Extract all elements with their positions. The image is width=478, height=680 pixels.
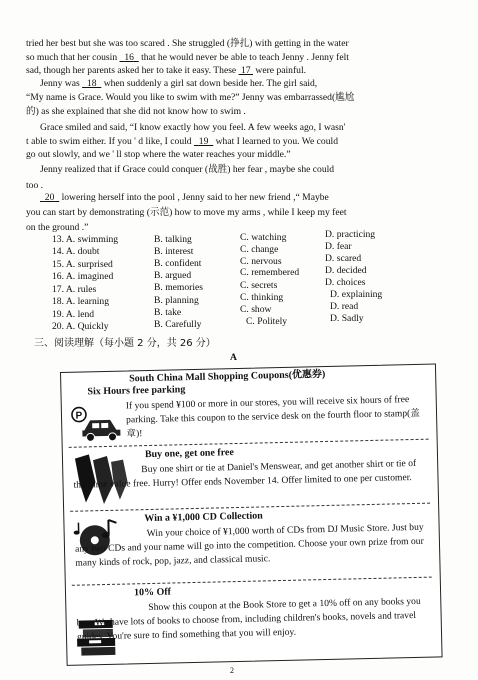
option-20-b: B. Carefully — [154, 319, 202, 330]
passage-line: sad, though her parents asked her to take it easy. These 17 were painful. — [26, 65, 307, 76]
blank-17: 17 — [241, 65, 251, 76]
option-16-d: D. decided — [325, 265, 367, 276]
coupon-sheet — [60, 363, 443, 665]
car-parking-icon — [70, 404, 127, 443]
coupon-body: Buy one shirt or tie at Daniel's Menswear, and get another shirt or tie of the same value free. Hurry! Offer ends November 14. Offer limited to one per customer. — [73, 457, 417, 491]
coupon-body: If you spend ¥100 or more in our stores, you will receive six hours of free parking. Take this coupon to the service desk on the fourth floor to stamp(盖章)! — [125, 394, 420, 440]
coupon-books — [72, 579, 434, 663]
svg-text:P: P — [75, 410, 83, 422]
section-heading: 三、阅读理解（每小题 2 分，共 26 分） — [34, 338, 216, 349]
option-20-a: 20. A. Quickly — [52, 321, 109, 332]
passage-line: too . — [26, 180, 44, 191]
option-17-c: C. secrets — [240, 280, 278, 291]
option-17-b: B. memories — [154, 282, 204, 293]
coupon-heading: 10% Off — [133, 586, 172, 599]
blank-18: 18 — [86, 78, 97, 89]
option-18-b: B. planning — [154, 295, 199, 306]
passage-line: 的) as she explained that she did not know how to swim . — [26, 106, 246, 117]
passage-line: on the ground .” — [26, 222, 89, 233]
option-18-a: 18. A. learning — [52, 296, 110, 307]
blank-20: 20 — [44, 192, 55, 203]
coupon-menswear — [69, 441, 430, 512]
option-19-a: 19. A. lend — [52, 309, 95, 320]
coupon-cd — [70, 505, 432, 586]
option-15-a: 15. A. surprised — [52, 259, 113, 270]
option-16-c: C. remembered — [240, 267, 300, 278]
option-13-c: C. watching — [240, 232, 287, 243]
option-14-b: B. interest — [154, 246, 194, 257]
coupon-parking — [67, 377, 428, 448]
coupon-heading: Buy one, get one free — [144, 447, 234, 461]
option-16-a: 16. A. imagined — [52, 271, 114, 282]
option-13-b: B. talking — [154, 234, 192, 245]
option-13-a: 13. A. swimming — [52, 234, 119, 245]
reading-label: A — [230, 352, 237, 363]
option-19-d: D. read — [330, 301, 359, 312]
blank-19: 19 — [198, 136, 209, 147]
passage-line: go out slowly, and we ' ll stop where the water reaches your middle.” — [26, 149, 291, 160]
blank-16: 16 — [124, 52, 134, 63]
option-20-c: C. Politely — [246, 316, 288, 327]
option-18-d: D. explaining — [330, 289, 383, 300]
option-17-a: 17. A. rules — [52, 284, 97, 295]
coupon-body: Win your choice of ¥1,000 worth of CDs from DJ Music Store. Just buy any two CDs and your name will go into the competition. Choose your own prize from our many kinds of rock, pop, jazz, and classical music. — [74, 521, 424, 569]
option-19-b: B. take — [154, 307, 182, 318]
passage-line: Jenny realized that if Grace could conquer (战胜) her fear , maybe she could — [40, 164, 335, 175]
passage-line: Jenny was 18 when suddenly a girl sat down beside her. The girl said, — [40, 78, 318, 89]
option-17-d: D. choices — [325, 277, 366, 288]
coupon-body: Show this coupon at the Book Store to get a 10% off on any books you buy. We have lots of books to choose from, including children's books, novels and travel guides. You're sure to find something that you will enjoy. — [76, 595, 421, 643]
coupon-heading: Six Hours free parking — [87, 384, 186, 398]
passage-line: so much that her cousin 16 that he would never be able to teach Jenny . Jenny felt — [26, 52, 349, 63]
passage-line: tried her best but she was too scared . She struggled (挣扎) with getting in the water — [26, 38, 349, 49]
option-15-c: C. nervous — [240, 256, 282, 267]
option-18-c: C. thinking — [240, 292, 284, 303]
passage-line: “My name is Grace. Would you like to swim with me?” Jenny was embarrassed(尴尬 — [26, 92, 355, 103]
passage-line: you can start by demonstrating (示范) how to move my arms , while I keep my feet — [26, 207, 347, 218]
option-19-c: C. show — [240, 304, 272, 315]
coupon-heading: Win a ¥1,000 CD Collection — [144, 510, 263, 525]
option-14-a: 14. A. doubt — [52, 246, 100, 257]
option-15-b: B. confident — [154, 258, 202, 269]
option-14-c: C. change — [240, 244, 279, 255]
option-16-b: B. argued — [154, 270, 192, 281]
passage-line: t able to swim either. If you ' d like, I could 19 what I learned to you. We could — [26, 136, 338, 147]
passage-line: Grace smiled and said, “I know exactly how you feel. A few weeks ago, I wasn' — [40, 122, 346, 133]
page-number: 2 — [230, 666, 234, 675]
option-20-d: D. Sadly — [330, 313, 364, 324]
option-14-d: D. fear — [325, 241, 352, 252]
passage-line: 20 lowering herself into the pool , Jenny said to her new friend ,“ Maybe — [40, 192, 329, 204]
option-13-d: D. practicing — [325, 229, 376, 240]
coupon-title: South China Mall Shopping Coupons(优惠券) — [129, 368, 326, 385]
option-15-d: D. scared — [325, 253, 362, 264]
